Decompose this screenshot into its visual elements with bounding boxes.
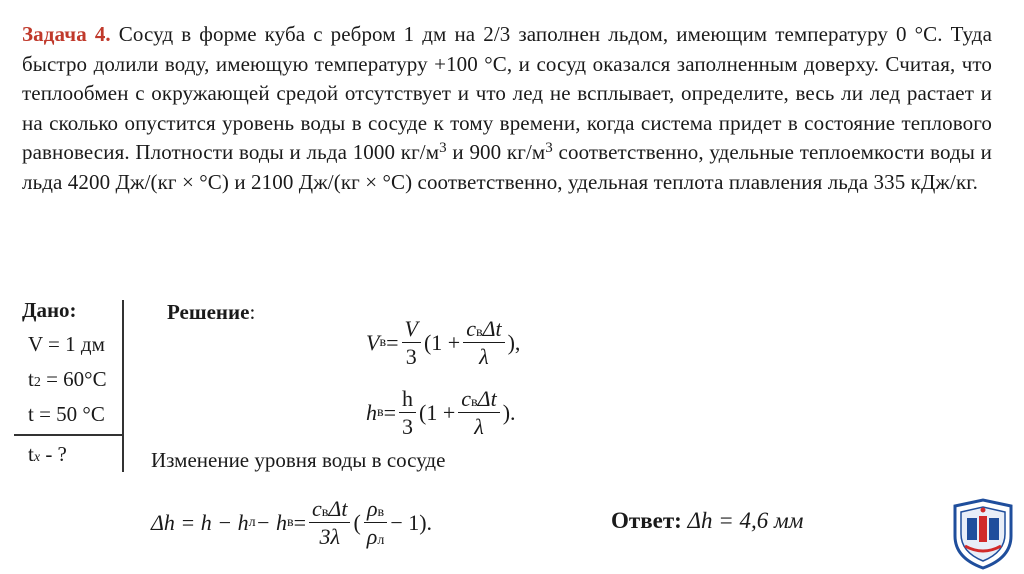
formula-height-water: h в = $\frac{h}{3}$ (1 + $\frac{\text{cвΔt}}{\lambda}$ ). — [366, 386, 516, 440]
given-volume: V = 1 дм — [28, 332, 105, 356]
solution-heading: Решение: — [167, 300, 256, 324]
given-t2: t2 = 60°С — [28, 367, 107, 391]
answer — [611, 508, 803, 534]
problem-text-2: и 900 кг/м — [446, 140, 546, 165]
answer-label: Ответ: — [611, 508, 682, 533]
superscript-cubed-2: 3 — [545, 140, 553, 157]
level-change-caption: Изменение уровня воды в сосуде — [151, 448, 446, 472]
given-heading: Дано: — [22, 298, 77, 322]
formula-delta-h: Δh = h − h л − h в = $\frac{\text{cвΔt}}{3\lambda}$ ( $\frac{\rho в}{\rho л}$ − 1). — [151, 496, 433, 550]
problem-text-3: соответственно, удельные теплоемкости воды и льда 4200 Дж/(кг × °С) и 2100 Дж/(кг × °С) соответственно, удельная теплота плавления льда 335 кДж/кг. — [22, 140, 992, 194]
given-divider-horizontal — [14, 434, 122, 436]
formula-volume-water: V в = $\frac{V}{3}$ (1 + $\frac{\text{cвΔt}}{\lambda}$ ), — [366, 316, 521, 370]
find-tx: tx - ? — [28, 442, 67, 466]
answer-value: Δh = 4,6 мм — [681, 508, 804, 533]
problem-title: Задача 4. — [22, 22, 111, 46]
olympiad-logo-icon — [949, 498, 1017, 570]
given-t: t = 50 °С — [28, 402, 105, 426]
problem-statement — [22, 20, 992, 198]
superscript-cubed-1: 3 — [439, 140, 447, 157]
given-divider-vertical — [122, 300, 124, 472]
problem-text-1: Сосуд в форме куба с ребром 1 дм на 2/3 заполнен льдом, имеющим температуру 0 °С. Туда быстро долили воду, имеющую температуру +100 °С, и сосуд оказался заполненным доверху. Считая, что теплообмен с окружающей средой отсутствует и что лед не всплывает, определите, весь ли лед растает и на сколько опустится уровень воды в сосуде к тому времени, когда система придет в состояние теплового равновесия. Плотности воды и льда 1000 кг/м — [22, 22, 992, 165]
